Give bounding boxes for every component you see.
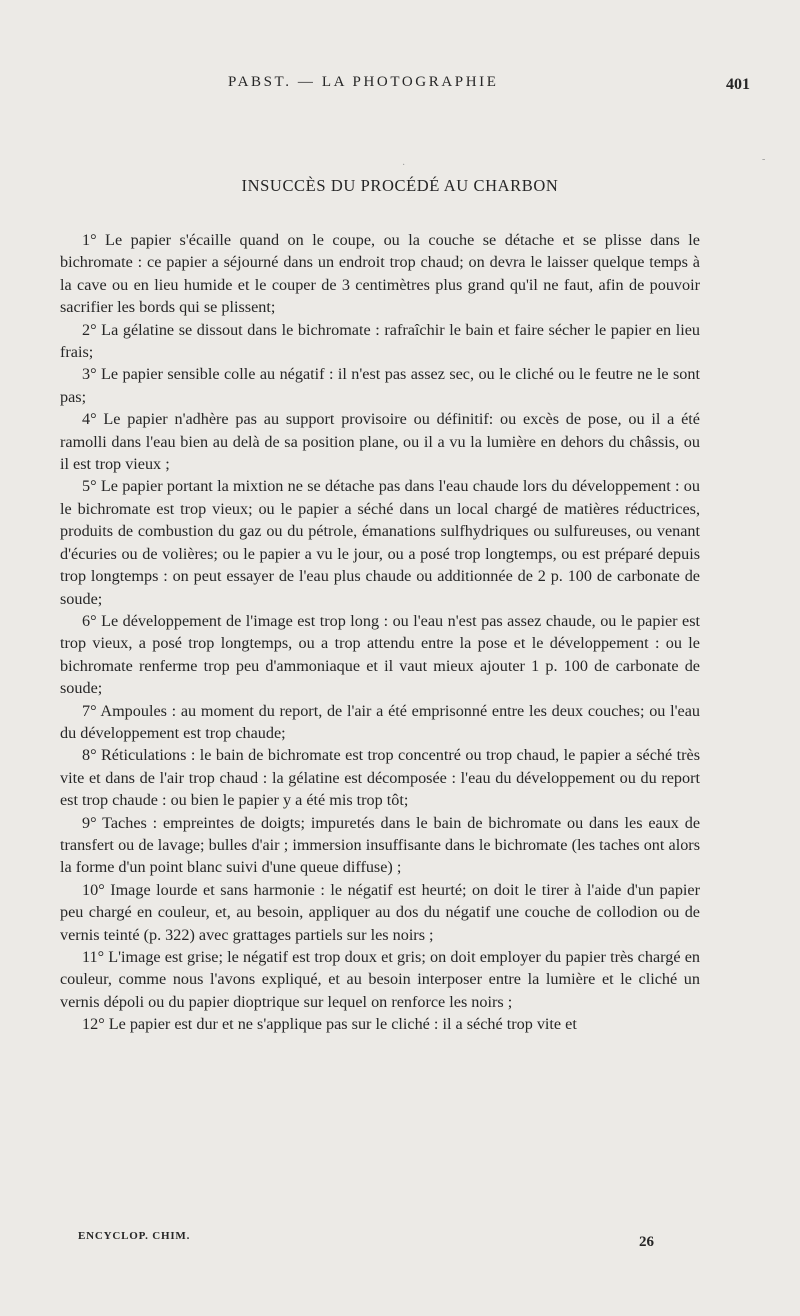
page-header	[0, 74, 800, 98]
body-text	[60, 229, 700, 1036]
paragraph: 4° Le papier n'adhère pas au support provisoire ou définitif: ou excès de pose, ou il a été ramolli dans l'eau bien au delà de sa position plane, ou il a vu la lumière en dehors du châssis, ou il est trop vieux ;	[60, 410, 700, 474]
paragraph: 1° Le papier s'écaille quand on le coupe, ou la couche se détache et se plisse dans le bichromate : ce papier a séjourné dans un endroit trop chaud; on devra le laisser quelque temps à la cave ou en lieu humide et le couper de 3 centimètres plus grand qu'il ne faut, afin de pouvoir sacrifier les bords qui se plissent;	[60, 231, 700, 317]
sheet-number: 26	[639, 1234, 654, 1250]
paragraph: 10° Image lourde et sans harmonie : le négatif est heurté; on doit le tirer à l'aide d'un papier peu chargé en couleur, et, au besoin, appliquer au dos du négatif une couche de collodion ou de vernis teinté (p. 322) avec grattages partiels sur les noirs ;	[60, 880, 700, 944]
paragraph: 12° Le papier est dur et ne s'applique pas sur le cliché : il a séché trop vite et	[82, 1015, 577, 1034]
page-number: 401	[726, 76, 750, 93]
paragraph: 9° Taches : empreintes de doigts; impuretés dans le bain de bichromate ou dans les eaux de transfert ou de lavage; bulles d'air ; immersion insuffisante dans le bichromate (les taches ont alors la forme d'un point blanc suivi d'une queue diffuse) ;	[60, 813, 700, 877]
running-head: PABST. — LA PHOTOGRAPHIE	[228, 74, 499, 90]
page-footer	[60, 1230, 700, 1260]
print-mark: -	[762, 154, 766, 165]
paragraph: 6° Le développement de l'image est trop long : ou l'eau n'est pas assez chaude, ou le papier est trop vieux, a posé trop longtemps, ou a trop attendu entre la pose et le développement : ou le bichromate renferme trop peu d'ammoniaque et il vaut mieux ajouter 1 p. 100 de carbonate de soude;	[60, 611, 700, 698]
paragraph: 8° Réticulations : le bain de bichromate est trop concentré ou trop chaud, le papier a séché très vite et dans de l'air trop chaud : la gélatine est décomposée : l'eau du développement ou du report est trop chaude : ou bien le papier y a été mis trop tôt;	[60, 746, 700, 810]
paragraph: 3° Le papier sensible colle au négatif : il n'est pas assez sec, ou le cliché ou le feutre ne le sont pas;	[60, 365, 700, 406]
paragraph: 7° Ampoules : au moment du report, de l'air a été emprisonné entre les deux couches; ou l'eau du développement est trop chaude;	[60, 701, 700, 742]
print-mark: ·	[402, 160, 406, 171]
section-title: INSUCCÈS DU PROCÉDÉ AU CHARBON	[241, 176, 559, 195]
printer-signature: ENCYCLOP. CHIM.	[78, 1230, 191, 1242]
paragraph: 2° La gélatine se dissout dans le bichromate : rafraîchir le bain et faire sécher le papier en lieu frais;	[60, 320, 700, 362]
paragraph: 5° Le papier portant la mixtion ne se détache pas dans l'eau chaude lors du développement : ou le bichromate est trop vieux; ou le papier a séché dans un local chargé de matières réductrices, produits de combustion du gaz ou du pétrole, émanations sulfhydriques ou sulfureuses, ou venant d'écuries ou de volières; ou le papier a vu le jour, ou a posé trop longtemps, ou est préparé depuis trop longtemps : on peut essayer de l'eau plus chaude ou additionnée de 2 p. 100 de carbonate de soude;	[60, 477, 700, 608]
paragraph: 11° L'image est grise; le négatif est trop doux et gris; on doit employer du papier très chargé en couleur, comme nous l'avons expliqué, et au besoin interposer entre la lumière et le cliché un vernis dépoli ou du papier dioptrique sur lequel on renforce les noirs ;	[60, 948, 700, 1011]
